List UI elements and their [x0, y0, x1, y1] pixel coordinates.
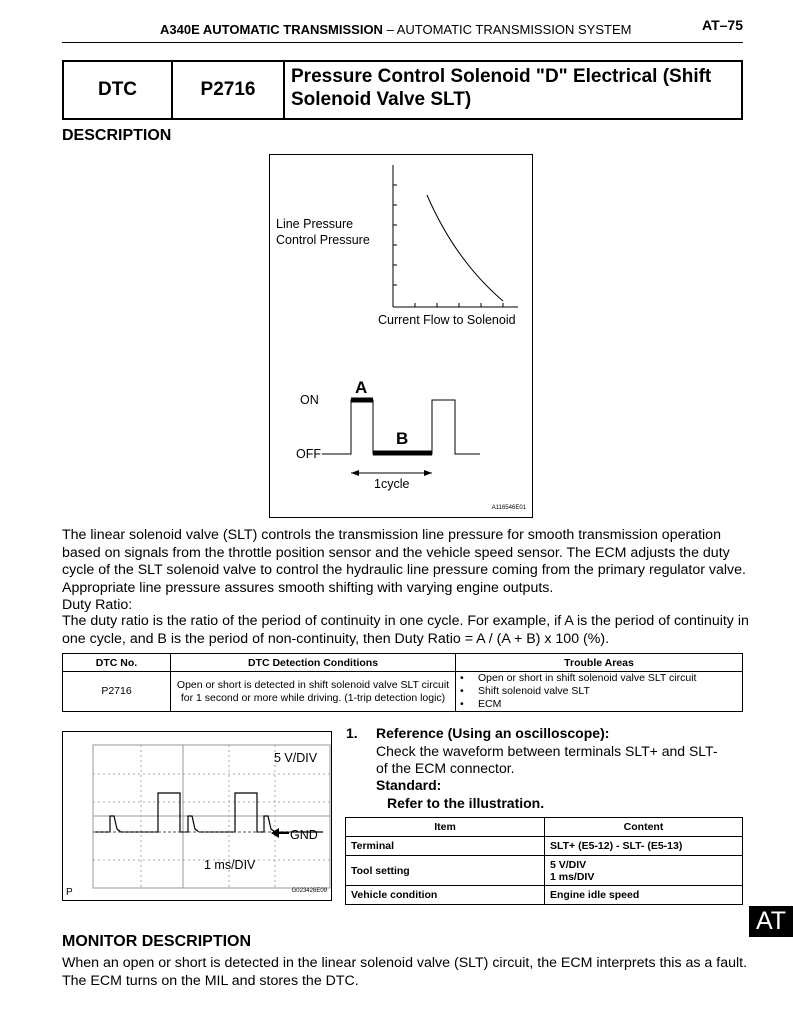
x-label: Current Flow to Solenoid — [378, 313, 516, 327]
trouble-cell — [456, 672, 743, 712]
y-label-line2: Control Pressure — [276, 233, 370, 247]
duty-ratio-heading: Duty Ratio: — [62, 597, 133, 613]
header-trouble: Trouble Areas — [456, 654, 743, 672]
header-title-bold: A340E AUTOMATIC TRANSMISSION — [160, 22, 383, 37]
corner-label: P — [66, 887, 73, 898]
reference-line2: of the ECM connector. — [376, 760, 515, 776]
dtc-no-cell: P2716 — [63, 672, 171, 712]
oscilloscope-figure — [62, 731, 332, 901]
table-row — [346, 886, 743, 905]
reference-number: 1. — [346, 725, 358, 741]
content-cell: Engine idle speed — [545, 886, 743, 905]
off-label: OFF — [296, 447, 321, 461]
pressure-duty-diagram — [270, 155, 532, 517]
figure-id: A116546E01 — [491, 505, 526, 511]
header-rule — [62, 42, 743, 43]
description-paragraph: The linear solenoid valve (SLT) controls the transmission line pressure for smooth transmission operation based on signals from the throttle position sensor and the vehicle speed sensor. The ECM adjusts the duty cycle of the SLT solenoid valve to control the hydraulic line pressure coming from the primary regulator valve. Appropriate line pressure assures smooth shifting with varying engine outputs. — [62, 527, 746, 596]
reference-block — [346, 725, 610, 743]
reference-line1: Check the waveform between terminals SLT+ and SLT- — [376, 743, 718, 759]
content-cell — [545, 856, 743, 886]
table-header-row — [346, 818, 743, 837]
on-label: ON — [300, 393, 319, 407]
b-label: B — [396, 429, 409, 448]
content-line2: 1 ms/DIV — [550, 870, 595, 883]
header-title-rest: – AUTOMATIC TRANSMISSION SYSTEM — [386, 22, 632, 37]
monitor-heading: MONITOR DESCRIPTION — [62, 933, 252, 950]
detection-line2: for 1 second or more while driving. (1-trip detection logic) — [180, 691, 446, 704]
header-detection: DTC Detection Conditions — [171, 654, 456, 672]
dtc-table — [62, 653, 743, 712]
trouble-list — [460, 672, 742, 711]
header-item: Item — [346, 818, 545, 837]
refer-illustration: Refer to the illustration. — [387, 795, 545, 811]
content-line1: 5 V/DIV — [550, 858, 587, 871]
dtc-title: Pressure Control Solenoid "D" Electrical (Shift Solenoid Valve SLT) — [291, 66, 712, 110]
detection-line1: Open or short is detected in shift solenoid valve SLT circuit — [176, 678, 450, 691]
table-row — [63, 672, 743, 712]
item-cell: Terminal — [346, 837, 545, 856]
description-heading: DESCRIPTION — [62, 127, 172, 144]
standard-label: Standard: — [376, 777, 442, 793]
detection-cell — [171, 672, 456, 712]
item-cell: Tool setting — [346, 856, 545, 886]
list-item: • ECM — [460, 698, 742, 711]
cycle-label: 1cycle — [374, 477, 410, 491]
volt-div-label: 5 V/DIV — [274, 751, 318, 765]
gnd-label: GND — [290, 828, 318, 842]
dtc-label: DTC — [64, 62, 173, 118]
table-header-row — [63, 654, 743, 672]
description-figure — [269, 154, 533, 518]
monitor-paragraph: When an open or short is detected in the linear solenoid valve (SLT) circuit, the ECM interprets this as a fault. The ECM turns on the MIL and stores the DTC. — [62, 955, 748, 989]
list-item: • Open or short in shift solenoid valve SLT circuit — [460, 672, 742, 685]
reference-title: Reference (Using an oscilloscope): — [376, 725, 610, 741]
page-number: AT–75 — [702, 17, 743, 33]
duty-ratio-paragraph: The duty ratio is the ratio of the period of continuity in one cycle. For example, if A is the period of continuity in one cycle, and B is the period of non-continuity, then Duty Ratio = A / (A + B) x 100 (%). — [62, 613, 749, 647]
time-div-label: 1 ms/DIV — [204, 858, 256, 872]
table-row — [346, 837, 743, 856]
table-row — [346, 856, 743, 886]
section-tab: AT — [749, 906, 793, 937]
a-label: A — [355, 378, 368, 397]
content-cell: SLT+ (E5-12) - SLT- (E5-13) — [545, 837, 743, 856]
header-content: Content — [545, 818, 743, 837]
item-cell: Vehicle condition — [346, 886, 545, 905]
list-item: • Shift solenoid valve SLT — [460, 685, 742, 698]
dtc-title-box — [62, 60, 743, 120]
oscilloscope-figure-id: G023426E09 — [291, 888, 327, 894]
page-header — [160, 22, 631, 37]
y-label-line1: Line Pressure — [276, 217, 354, 231]
dtc-code: P2716 — [173, 62, 285, 118]
reference-table — [345, 817, 743, 905]
header-dtc-no: DTC No. — [63, 654, 171, 672]
